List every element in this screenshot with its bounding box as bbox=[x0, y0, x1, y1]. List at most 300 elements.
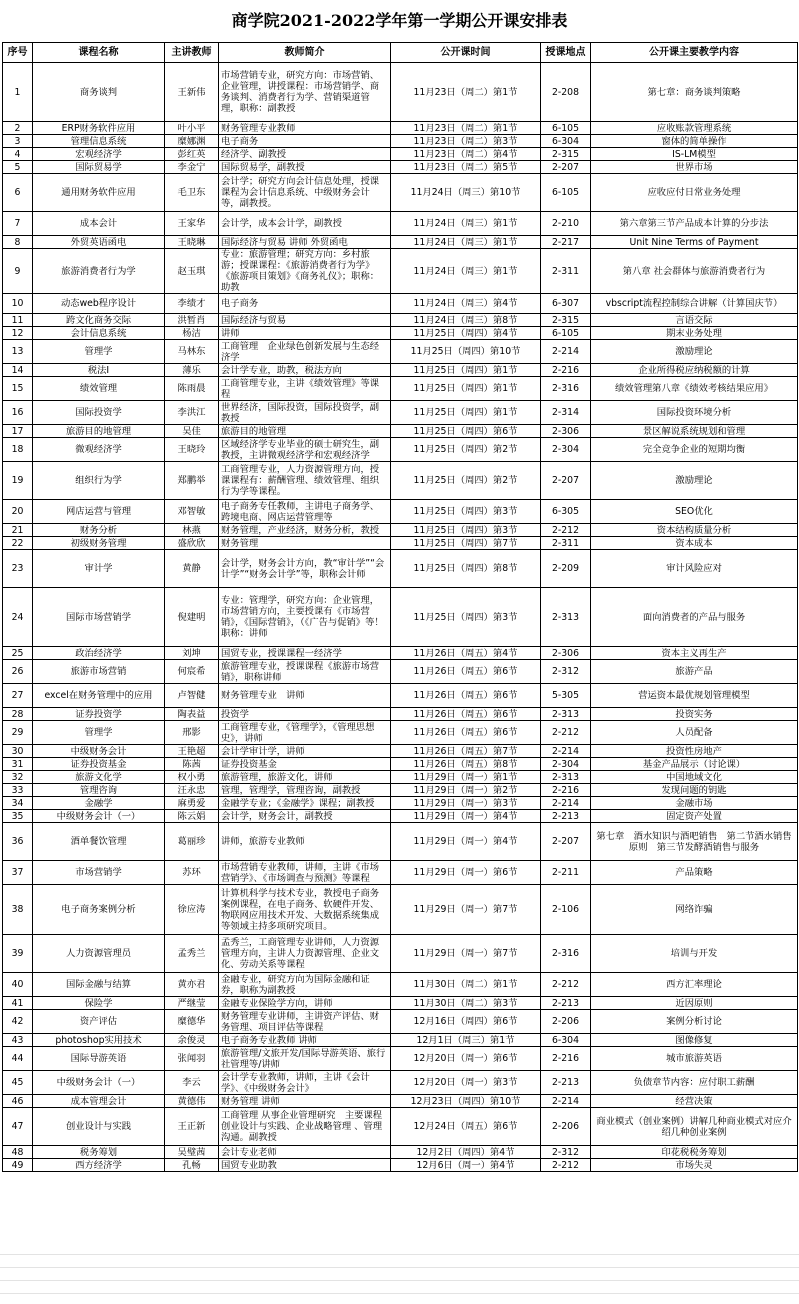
cell-teacher: 李金宁 bbox=[165, 161, 219, 174]
cell-course: 旅游文化学 bbox=[33, 771, 165, 784]
cell-teacher: 黄德伟 bbox=[165, 1095, 219, 1108]
cell-no: 44 bbox=[3, 1047, 33, 1071]
cell-room: 2-210 bbox=[541, 212, 591, 236]
cell-course: 国际市场营销学 bbox=[33, 588, 165, 647]
cell-content: 投资实务 bbox=[591, 708, 798, 721]
cell-teacher: 汪永忠 bbox=[165, 784, 219, 797]
cell-intro: 会计专业老师 bbox=[219, 1146, 391, 1159]
cell-no: 42 bbox=[3, 1010, 33, 1034]
cell-room: 2-313 bbox=[541, 771, 591, 784]
cell-time: 11月25日（周四）第6节 bbox=[391, 425, 541, 438]
cell-course: 政治经济学 bbox=[33, 647, 165, 660]
table-row bbox=[3, 1159, 798, 1172]
table-row bbox=[3, 1108, 798, 1146]
cell-teacher: 洪暂肖 bbox=[165, 314, 219, 327]
cell-intro: 工商管理专业，主讲《绩效管理》等课程 bbox=[219, 377, 391, 401]
table-row bbox=[3, 1071, 798, 1095]
cell-content: 经营决策 bbox=[591, 1095, 798, 1108]
cell-intro: 电子商务 bbox=[219, 135, 391, 148]
cell-no: 14 bbox=[3, 364, 33, 377]
cell-time: 12月2日（周四）第4节 bbox=[391, 1146, 541, 1159]
cell-teacher: 郑鹏举 bbox=[165, 462, 219, 500]
table-row bbox=[3, 327, 798, 340]
cell-time: 11月25日（周四）第10节 bbox=[391, 340, 541, 364]
cell-room: 2-312 bbox=[541, 1146, 591, 1159]
cell-room: 2-209 bbox=[541, 550, 591, 588]
table-row bbox=[3, 1034, 798, 1047]
cell-time: 11月24日（周三）第8节 bbox=[391, 314, 541, 327]
cell-content: 资本结构质量分析 bbox=[591, 524, 798, 537]
cell-time: 11月26日（周五）第4节 bbox=[391, 647, 541, 660]
cell-time: 11月25日（周四）第3节 bbox=[391, 524, 541, 537]
cell-intro: 国贸专业，授课课程一经济学 bbox=[219, 647, 391, 660]
cell-teacher: 李洪江 bbox=[165, 401, 219, 425]
cell-teacher: 徐应涛 bbox=[165, 885, 219, 935]
cell-intro: 电子商务 bbox=[219, 294, 391, 314]
cell-no: 39 bbox=[3, 935, 33, 973]
cell-content: 第八章 社会群体与旅游消费者行为 bbox=[591, 249, 798, 294]
cell-room: 2-214 bbox=[541, 745, 591, 758]
cell-course: 通用财务软件应用 bbox=[33, 174, 165, 212]
table-row bbox=[3, 997, 798, 1010]
cell-intro: 会计学，财务会计，副教授 bbox=[219, 810, 391, 823]
cell-time: 11月25日（周四）第1节 bbox=[391, 364, 541, 377]
cell-intro: 管理，管理学，管理咨询，副教授 bbox=[219, 784, 391, 797]
cell-content: 旅游产品 bbox=[591, 660, 798, 684]
cell-time: 11月26日（周五）第8节 bbox=[391, 758, 541, 771]
cell-room: 2-304 bbox=[541, 758, 591, 771]
cell-teacher: 邓智敏 bbox=[165, 500, 219, 524]
table-row bbox=[3, 647, 798, 660]
cell-no: 30 bbox=[3, 745, 33, 758]
cell-room: 2-214 bbox=[541, 1095, 591, 1108]
cell-content: 期末业务处理 bbox=[591, 327, 798, 340]
cell-content: 金融市场 bbox=[591, 797, 798, 810]
cell-intro: 金融学专业；《金融学》课程；副教授 bbox=[219, 797, 391, 810]
cell-room: 2-216 bbox=[541, 784, 591, 797]
table-row bbox=[3, 1010, 798, 1034]
cell-content: 言语交际 bbox=[591, 314, 798, 327]
cell-content: 案例分析讨论 bbox=[591, 1010, 798, 1034]
cell-time: 12月20日（周一）第6节 bbox=[391, 1047, 541, 1071]
cell-room: 2-313 bbox=[541, 708, 591, 721]
cell-no: 15 bbox=[3, 377, 33, 401]
cell-content: 资本成本 bbox=[591, 537, 798, 550]
empty-sheet-rows bbox=[0, 1254, 799, 1304]
cell-time: 11月23日（周二）第1节 bbox=[391, 63, 541, 122]
cell-no: 16 bbox=[3, 401, 33, 425]
cell-intro: 电子商务专业教师 讲师 bbox=[219, 1034, 391, 1047]
cell-intro: 工商管理专业，人力资源管理方向，授课课程有：薪酬管理、绩效管理、组织行为学等课程。 bbox=[219, 462, 391, 500]
cell-intro: 会计学；研究方向会计信息处理，授课课程为会计信息系统、中级财务会计等，副教授。 bbox=[219, 174, 391, 212]
cell-time: 11月26日（周五）第6节 bbox=[391, 684, 541, 708]
cell-room: 2-315 bbox=[541, 314, 591, 327]
cell-intro: 财务管理专业讲师，主讲资产评估、财务管理、项目评估等课程 bbox=[219, 1010, 391, 1034]
cell-time: 11月25日（周四）第8节 bbox=[391, 550, 541, 588]
table-row bbox=[3, 364, 798, 377]
cell-course: 西方经济学 bbox=[33, 1159, 165, 1172]
cell-content: 资本主义再生产 bbox=[591, 647, 798, 660]
cell-teacher: 吴璧茜 bbox=[165, 1146, 219, 1159]
cell-intro: 金融专业保险学方向，讲师 bbox=[219, 997, 391, 1010]
cell-content: 营运资本最优规划管理模型 bbox=[591, 684, 798, 708]
table-row bbox=[3, 745, 798, 758]
table-row bbox=[3, 588, 798, 647]
cell-teacher: 葛丽珍 bbox=[165, 823, 219, 861]
header-no: 序号 bbox=[3, 43, 33, 63]
cell-no: 24 bbox=[3, 588, 33, 647]
cell-time: 11月29日（周一）第3节 bbox=[391, 797, 541, 810]
cell-no: 27 bbox=[3, 684, 33, 708]
cell-room: 2-311 bbox=[541, 249, 591, 294]
cell-no: 2 bbox=[3, 122, 33, 135]
cell-teacher: 吴佳 bbox=[165, 425, 219, 438]
cell-intro: 市场营销专业教师，讲师，主讲《市场营销学》、《市场调查与预测》等课程 bbox=[219, 861, 391, 885]
cell-course: 管理信息系统 bbox=[33, 135, 165, 148]
cell-content: 近因原则 bbox=[591, 997, 798, 1010]
cell-room: 2-216 bbox=[541, 1047, 591, 1071]
cell-course: 税法I bbox=[33, 364, 165, 377]
cell-intro: 财务管理专业 讲师 bbox=[219, 684, 391, 708]
table-row bbox=[3, 135, 798, 148]
cell-intro: 投资学 bbox=[219, 708, 391, 721]
cell-no: 26 bbox=[3, 660, 33, 684]
cell-room: 2-217 bbox=[541, 236, 591, 249]
cell-no: 22 bbox=[3, 537, 33, 550]
cell-time: 11月26日（周五）第6节 bbox=[391, 660, 541, 684]
cell-no: 7 bbox=[3, 212, 33, 236]
cell-intro: 证券投资基金 bbox=[219, 758, 391, 771]
cell-course: photoshop实用技术 bbox=[33, 1034, 165, 1047]
table-row bbox=[3, 63, 798, 122]
cell-teacher: 黄静 bbox=[165, 550, 219, 588]
cell-time: 12月23日（周四）第10节 bbox=[391, 1095, 541, 1108]
table-row bbox=[3, 524, 798, 537]
cell-room: 2-312 bbox=[541, 660, 591, 684]
header-row bbox=[3, 43, 798, 63]
cell-no: 9 bbox=[3, 249, 33, 294]
cell-intro: 经济学、副教授 bbox=[219, 148, 391, 161]
cell-content: 审计风险应对 bbox=[591, 550, 798, 588]
cell-intro: 工商管理专业，《管理学》，《管理思想史》，讲师 bbox=[219, 721, 391, 745]
cell-course: 外贸英语函电 bbox=[33, 236, 165, 249]
cell-teacher: 李绩才 bbox=[165, 294, 219, 314]
cell-time: 11月24日（周三）第1节 bbox=[391, 249, 541, 294]
cell-teacher: 马林东 bbox=[165, 340, 219, 364]
cell-content: 第七章：商务谈判策略 bbox=[591, 63, 798, 122]
cell-teacher: 林燕 bbox=[165, 524, 219, 537]
cell-room: 2-306 bbox=[541, 647, 591, 660]
cell-content: 基金产品展示（讨论课） bbox=[591, 758, 798, 771]
header-intro: 教师简介 bbox=[219, 43, 391, 63]
table-row bbox=[3, 1047, 798, 1071]
cell-course: 成本会计 bbox=[33, 212, 165, 236]
header-time: 公开课时间 bbox=[391, 43, 541, 63]
cell-no: 33 bbox=[3, 784, 33, 797]
cell-content: 世界市场 bbox=[591, 161, 798, 174]
cell-room: 2-316 bbox=[541, 935, 591, 973]
cell-no: 12 bbox=[3, 327, 33, 340]
table-row bbox=[3, 823, 798, 861]
cell-time: 11月30日（周二）第1节 bbox=[391, 973, 541, 997]
cell-room: 2-214 bbox=[541, 340, 591, 364]
cell-teacher: 陈茜 bbox=[165, 758, 219, 771]
cell-teacher: 刘坤 bbox=[165, 647, 219, 660]
cell-content: 应收账款管理系统 bbox=[591, 122, 798, 135]
cell-room: 5-305 bbox=[541, 684, 591, 708]
header-teacher: 主讲教师 bbox=[165, 43, 219, 63]
cell-content: 发现问题的钥匙 bbox=[591, 784, 798, 797]
cell-intro: 财务管理 讲师 bbox=[219, 1095, 391, 1108]
cell-room: 2-212 bbox=[541, 973, 591, 997]
cell-intro: 会计学专业，助教，税法方向 bbox=[219, 364, 391, 377]
cell-room: 2-314 bbox=[541, 401, 591, 425]
cell-room: 2-213 bbox=[541, 1071, 591, 1095]
cell-teacher: 何宸希 bbox=[165, 660, 219, 684]
cell-room: 2-306 bbox=[541, 425, 591, 438]
cell-intro: 旅游管理，旅游文化，讲师 bbox=[219, 771, 391, 784]
cell-room: 6-307 bbox=[541, 294, 591, 314]
table-row bbox=[3, 122, 798, 135]
cell-teacher: 薄乐 bbox=[165, 364, 219, 377]
cell-room: 6-305 bbox=[541, 500, 591, 524]
table-row bbox=[3, 314, 798, 327]
cell-teacher: 张闻羽 bbox=[165, 1047, 219, 1071]
table-row bbox=[3, 1146, 798, 1159]
cell-room: 2-216 bbox=[541, 364, 591, 377]
table-row bbox=[3, 935, 798, 973]
cell-no: 8 bbox=[3, 236, 33, 249]
cell-time: 12月6日（周一）第4节 bbox=[391, 1159, 541, 1172]
table-row bbox=[3, 660, 798, 684]
cell-intro: 财务管理，产业经济，财务分析，教授 bbox=[219, 524, 391, 537]
cell-content: 第七章 酒水知识与酒吧销售 第二节酒水销售原则 第三节发酵酒销售与服务 bbox=[591, 823, 798, 861]
cell-course: 人力资源管理员 bbox=[33, 935, 165, 973]
cell-time: 11月25日（周四）第4节 bbox=[391, 327, 541, 340]
table-row bbox=[3, 550, 798, 588]
cell-content: 市场失灵 bbox=[591, 1159, 798, 1172]
table-row bbox=[3, 1095, 798, 1108]
cell-no: 47 bbox=[3, 1108, 33, 1146]
cell-teacher: 余俊灵 bbox=[165, 1034, 219, 1047]
cell-course: 管理学 bbox=[33, 340, 165, 364]
cell-course: excel在财务管理中的应用 bbox=[33, 684, 165, 708]
cell-room: 2-212 bbox=[541, 1159, 591, 1172]
cell-time: 12月16日（周四）第6节 bbox=[391, 1010, 541, 1034]
cell-room: 2-212 bbox=[541, 721, 591, 745]
cell-intro: 会计学专业教师，讲师，主讲《会计学》、《中级财务会计》 bbox=[219, 1071, 391, 1095]
cell-intro: 孟秀兰，工商管理专业讲师，人力资源管理方向，主讲人力资源管理、企业文化、劳动关系等课程 bbox=[219, 935, 391, 973]
cell-course: 旅游目的地管理 bbox=[33, 425, 165, 438]
cell-content: 西方汇率理论 bbox=[591, 973, 798, 997]
cell-intro: 旅游管理/文旅开发/国际导游英语、旅行社管理等/讲师 bbox=[219, 1047, 391, 1071]
cell-course: 中级财务会计（一） bbox=[33, 1071, 165, 1095]
cell-room: 2-207 bbox=[541, 823, 591, 861]
cell-room: 2-313 bbox=[541, 588, 591, 647]
cell-no: 3 bbox=[3, 135, 33, 148]
cell-teacher: 毛卫东 bbox=[165, 174, 219, 212]
cell-no: 25 bbox=[3, 647, 33, 660]
cell-time: 11月29日（周一）第6节 bbox=[391, 861, 541, 885]
cell-room: 6-105 bbox=[541, 174, 591, 212]
cell-teacher: 陈雨晨 bbox=[165, 377, 219, 401]
table-row bbox=[3, 708, 798, 721]
cell-intro: 国贸专业助教 bbox=[219, 1159, 391, 1172]
cell-room: 2-304 bbox=[541, 438, 591, 462]
cell-no: 13 bbox=[3, 340, 33, 364]
cell-course: 国际导游英语 bbox=[33, 1047, 165, 1071]
cell-teacher: 权小勇 bbox=[165, 771, 219, 784]
cell-teacher: 王新伟 bbox=[165, 63, 219, 122]
cell-no: 1 bbox=[3, 63, 33, 122]
cell-room: 2-214 bbox=[541, 797, 591, 810]
cell-room: 2-213 bbox=[541, 810, 591, 823]
cell-teacher: 李云 bbox=[165, 1071, 219, 1095]
table-row bbox=[3, 438, 798, 462]
cell-course: 财务分析 bbox=[33, 524, 165, 537]
cell-teacher: 黄亦君 bbox=[165, 973, 219, 997]
cell-content: 绩效管理第八章《绩效考核结果应用》 bbox=[591, 377, 798, 401]
cell-course: 税务筹划 bbox=[33, 1146, 165, 1159]
cell-course: ERP财务软件应用 bbox=[33, 122, 165, 135]
cell-room: 2-212 bbox=[541, 524, 591, 537]
cell-room: 2-206 bbox=[541, 1010, 591, 1034]
table-row bbox=[3, 294, 798, 314]
cell-no: 45 bbox=[3, 1071, 33, 1095]
cell-content: 网络诈骗 bbox=[591, 885, 798, 935]
cell-course: 市场营销学 bbox=[33, 861, 165, 885]
cell-time: 11月29日（周一）第7节 bbox=[391, 885, 541, 935]
cell-course: 会计信息系统 bbox=[33, 327, 165, 340]
cell-content: 景区解说系统规划和管理 bbox=[591, 425, 798, 438]
cell-content: 第六章第三节产品成本计算的分步法 bbox=[591, 212, 798, 236]
table-row bbox=[3, 861, 798, 885]
cell-intro: 讲师 bbox=[219, 327, 391, 340]
cell-room: 2-311 bbox=[541, 537, 591, 550]
cell-teacher: 孔畅 bbox=[165, 1159, 219, 1172]
cell-time: 11月25日（周四）第3节 bbox=[391, 500, 541, 524]
cell-content: 图像修复 bbox=[591, 1034, 798, 1047]
cell-no: 49 bbox=[3, 1159, 33, 1172]
cell-no: 21 bbox=[3, 524, 33, 537]
cell-room: 2-315 bbox=[541, 148, 591, 161]
cell-course: 酒单餐饮管理 bbox=[33, 823, 165, 861]
cell-no: 29 bbox=[3, 721, 33, 745]
cell-time: 11月24日（周三）第4节 bbox=[391, 294, 541, 314]
cell-time: 11月23日（周二）第5节 bbox=[391, 161, 541, 174]
cell-course: 创业设计与实践 bbox=[33, 1108, 165, 1146]
cell-intro: 工商管理 企业绿色创新发展与生态经济学 bbox=[219, 340, 391, 364]
cell-time: 11月23日（周二）第3节 bbox=[391, 135, 541, 148]
cell-no: 38 bbox=[3, 885, 33, 935]
cell-course: 初级财务管理 bbox=[33, 537, 165, 550]
cell-teacher: 盛欣欣 bbox=[165, 537, 219, 550]
cell-course: 组织行为学 bbox=[33, 462, 165, 500]
cell-content: 激励理论 bbox=[591, 462, 798, 500]
header-course: 课程名称 bbox=[33, 43, 165, 63]
cell-time: 12月1日（周三）第1节 bbox=[391, 1034, 541, 1047]
cell-time: 12月20日（周一）第3节 bbox=[391, 1071, 541, 1095]
cell-course: 旅游消费者行为学 bbox=[33, 249, 165, 294]
cell-room: 6-105 bbox=[541, 327, 591, 340]
cell-time: 11月24日（周三）第1节 bbox=[391, 212, 541, 236]
cell-content: 人员配备 bbox=[591, 721, 798, 745]
cell-intro: 区域经济学专业毕业的硕士研究生，副教授，主讲微观经济学和宏观经济学 bbox=[219, 438, 391, 462]
table-row bbox=[3, 973, 798, 997]
schedule-table bbox=[2, 42, 798, 1172]
cell-teacher: 陈云娟 bbox=[165, 810, 219, 823]
cell-room: 2-206 bbox=[541, 1108, 591, 1146]
cell-no: 43 bbox=[3, 1034, 33, 1047]
cell-intro: 国际经济与贸易 bbox=[219, 314, 391, 327]
cell-course: 证券投资基金 bbox=[33, 758, 165, 771]
cell-course: 中级财务会计（一） bbox=[33, 810, 165, 823]
cell-teacher: 孟秀兰 bbox=[165, 935, 219, 973]
table-row bbox=[3, 810, 798, 823]
cell-intro: 市场营销专业，研究方向：市场营销、企业管理，讲授课程：市场营销学、商务谈判、消费者行为学、营销渠道管理，职称：副教授 bbox=[219, 63, 391, 122]
cell-course: 电子商务案例分析 bbox=[33, 885, 165, 935]
cell-intro: 旅游管理专业，授课课程《旅游市场营销》，职称讲师 bbox=[219, 660, 391, 684]
header-room: 授课地点 bbox=[541, 43, 591, 63]
table-row bbox=[3, 377, 798, 401]
cell-room: 6-304 bbox=[541, 135, 591, 148]
cell-time: 11月26日（周五）第7节 bbox=[391, 745, 541, 758]
table-row bbox=[3, 212, 798, 236]
cell-content: 产品策略 bbox=[591, 861, 798, 885]
cell-no: 46 bbox=[3, 1095, 33, 1108]
cell-no: 11 bbox=[3, 314, 33, 327]
cell-content: 国际投资环境分析 bbox=[591, 401, 798, 425]
table-row bbox=[3, 537, 798, 550]
cell-course: 管理学 bbox=[33, 721, 165, 745]
cell-teacher: 彭红英 bbox=[165, 148, 219, 161]
cell-time: 11月25日（周四）第1节 bbox=[391, 377, 541, 401]
cell-course: 旅游市场营销 bbox=[33, 660, 165, 684]
cell-room: 2-106 bbox=[541, 885, 591, 935]
cell-teacher: 邢影 bbox=[165, 721, 219, 745]
cell-no: 34 bbox=[3, 797, 33, 810]
cell-content: 培训与开发 bbox=[591, 935, 798, 973]
cell-no: 41 bbox=[3, 997, 33, 1010]
cell-content: 负债章节内容：应付职工薪酬 bbox=[591, 1071, 798, 1095]
cell-intro: 国际经济与贸易 讲师 外贸函电 bbox=[219, 236, 391, 249]
cell-intro: 工商管理 从事企业管理研究 主要课程创业设计与实践、企业战略管理 、管理沟通。副教授 bbox=[219, 1108, 391, 1146]
table-row bbox=[3, 425, 798, 438]
cell-time: 11月25日（周四）第2节 bbox=[391, 438, 541, 462]
cell-intro: 财务管理 bbox=[219, 537, 391, 550]
cell-no: 31 bbox=[3, 758, 33, 771]
cell-time: 11月30日（周二）第3节 bbox=[391, 997, 541, 1010]
table-row bbox=[3, 161, 798, 174]
cell-time: 11月26日（周五）第6节 bbox=[391, 721, 541, 745]
cell-time: 11月26日（周五）第6节 bbox=[391, 708, 541, 721]
table-row bbox=[3, 684, 798, 708]
cell-time: 11月25日（周四）第1节 bbox=[391, 401, 541, 425]
cell-content: 窗体的简单操作 bbox=[591, 135, 798, 148]
cell-time: 11月29日（周一）第4节 bbox=[391, 823, 541, 861]
cell-content: vbscript流程控制综合讲解（计算国庆节） bbox=[591, 294, 798, 314]
cell-content: IS-LM模型 bbox=[591, 148, 798, 161]
table-row bbox=[3, 401, 798, 425]
cell-intro: 专业：旅游管理；研究方向：乡村旅游；授课课程：《旅游消费者行为学》《旅游项目策划》《商务礼仪》；职称：助教 bbox=[219, 249, 391, 294]
table-body bbox=[3, 63, 798, 1172]
cell-teacher: 麻勇爱 bbox=[165, 797, 219, 810]
cell-intro: 会计学，财务会计方向，教“审计学”“会计学”“财务会计学”等，职称会计师 bbox=[219, 550, 391, 588]
table-row bbox=[3, 500, 798, 524]
cell-teacher: 王艳超 bbox=[165, 745, 219, 758]
table-row bbox=[3, 771, 798, 784]
cell-course: 动态web程序设计 bbox=[33, 294, 165, 314]
